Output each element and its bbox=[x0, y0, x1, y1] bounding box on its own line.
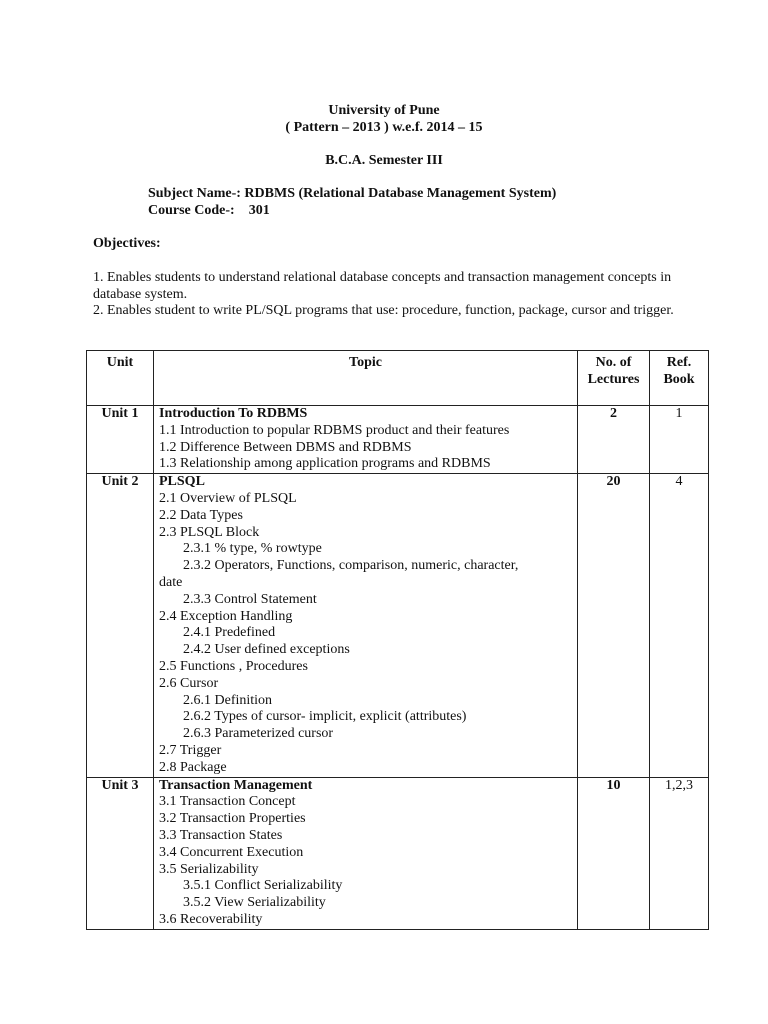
unit-label: Unit 2 bbox=[87, 474, 154, 777]
ref-book: 1,2,3 bbox=[650, 777, 709, 929]
ref-book: 1 bbox=[650, 406, 709, 474]
table-row bbox=[87, 406, 709, 474]
topic-line: 3.5.1 Conflict Serializability bbox=[183, 878, 343, 894]
topic-line: 2.6.3 Parameterized cursor bbox=[183, 726, 334, 742]
topic-line: 2.3.3 Control Statement bbox=[183, 591, 317, 607]
topic-line: 2.7 Trigger bbox=[159, 742, 222, 758]
objectives-heading: Objectives: bbox=[93, 236, 161, 251]
lectures-count: 20 bbox=[578, 474, 650, 777]
header-ref-book: Ref. Book bbox=[650, 351, 709, 406]
topic-line: 2.2 Data Types bbox=[159, 507, 243, 523]
table-row bbox=[87, 474, 709, 777]
header-unit: Unit bbox=[87, 351, 154, 406]
unit-label: Unit 1 bbox=[87, 406, 154, 474]
header-lectures: No. of Lectures bbox=[578, 351, 650, 406]
course-code: Course Code-: 301 bbox=[148, 203, 270, 218]
topic-title: PLSQL bbox=[159, 474, 205, 490]
pattern-line: ( Pattern – 2013 ) w.e.f. 2014 – 15 bbox=[285, 120, 483, 135]
topic-cell bbox=[154, 777, 578, 929]
syllabus-table bbox=[86, 350, 709, 930]
ref-book: 4 bbox=[650, 474, 709, 777]
topic-line: 2.1 Overview of PLSQL bbox=[159, 490, 297, 506]
topic-line: 2.6 Cursor bbox=[159, 675, 219, 691]
objective-2: 2. Enables student to write PL/SQL programs that use: procedure, function, package, cursor and trigger. bbox=[93, 303, 674, 318]
topic-line: 2.8 Package bbox=[159, 759, 227, 775]
topic-line: 2.3.1 % type, % rowtype bbox=[183, 541, 322, 557]
topic-title: Transaction Management bbox=[159, 777, 313, 793]
topic-line: 2.5 Functions , Procedures bbox=[159, 658, 308, 674]
topic-line: 3.1 Transaction Concept bbox=[159, 794, 296, 810]
topic-cell bbox=[154, 406, 578, 474]
lectures-count: 10 bbox=[578, 777, 650, 929]
topic-line: 3.5 Serializability bbox=[159, 861, 259, 877]
topic-line: 1.3 Relationship among application programs and RDBMS bbox=[159, 456, 491, 472]
subject-name: Subject Name-: RDBMS (Relational Database Management System) bbox=[148, 186, 557, 201]
university-title: University of Pune bbox=[328, 103, 440, 118]
table-header-row bbox=[87, 351, 709, 406]
topic-line: 2.4 Exception Handling bbox=[159, 608, 293, 624]
topic-line: 2.6.2 Types of cursor- implicit, explicit (attributes) bbox=[183, 709, 467, 725]
topic-line: 3.6 Recoverability bbox=[159, 911, 263, 927]
topic-line: 1.2 Difference Between DBMS and RDBMS bbox=[159, 439, 412, 455]
topic-line: 3.5.2 View Serializability bbox=[183, 895, 326, 911]
topic-cell bbox=[154, 474, 578, 777]
table-row bbox=[87, 777, 709, 929]
topic-line: 1.1 Introduction to popular RDBMS product and their features bbox=[159, 422, 510, 438]
topic-line: 2.4.2 User defined exceptions bbox=[183, 642, 350, 658]
objective-1: 1. Enables students to understand relational database concepts and transaction management concepts in database system. bbox=[93, 270, 672, 302]
header-topic: Topic bbox=[154, 351, 578, 406]
topic-line: date bbox=[159, 574, 183, 590]
topic-line: 3.4 Concurrent Execution bbox=[159, 844, 304, 860]
topic-line: 2.4.1 Predefined bbox=[183, 625, 276, 641]
topic-line: 3.2 Transaction Properties bbox=[159, 811, 306, 827]
topic-line: 2.3.2 Operators, Functions, comparison, numeric, character, bbox=[183, 558, 519, 574]
topic-title: Introduction To RDBMS bbox=[159, 406, 308, 421]
topic-line: 3.3 Transaction States bbox=[159, 827, 283, 843]
unit-label: Unit 3 bbox=[87, 777, 154, 929]
semester-title: B.C.A. Semester III bbox=[325, 153, 443, 168]
topic-line: 2.6.1 Definition bbox=[183, 692, 273, 708]
topic-line: 2.3 PLSQL Block bbox=[159, 524, 260, 540]
lectures-count: 2 bbox=[578, 406, 650, 474]
